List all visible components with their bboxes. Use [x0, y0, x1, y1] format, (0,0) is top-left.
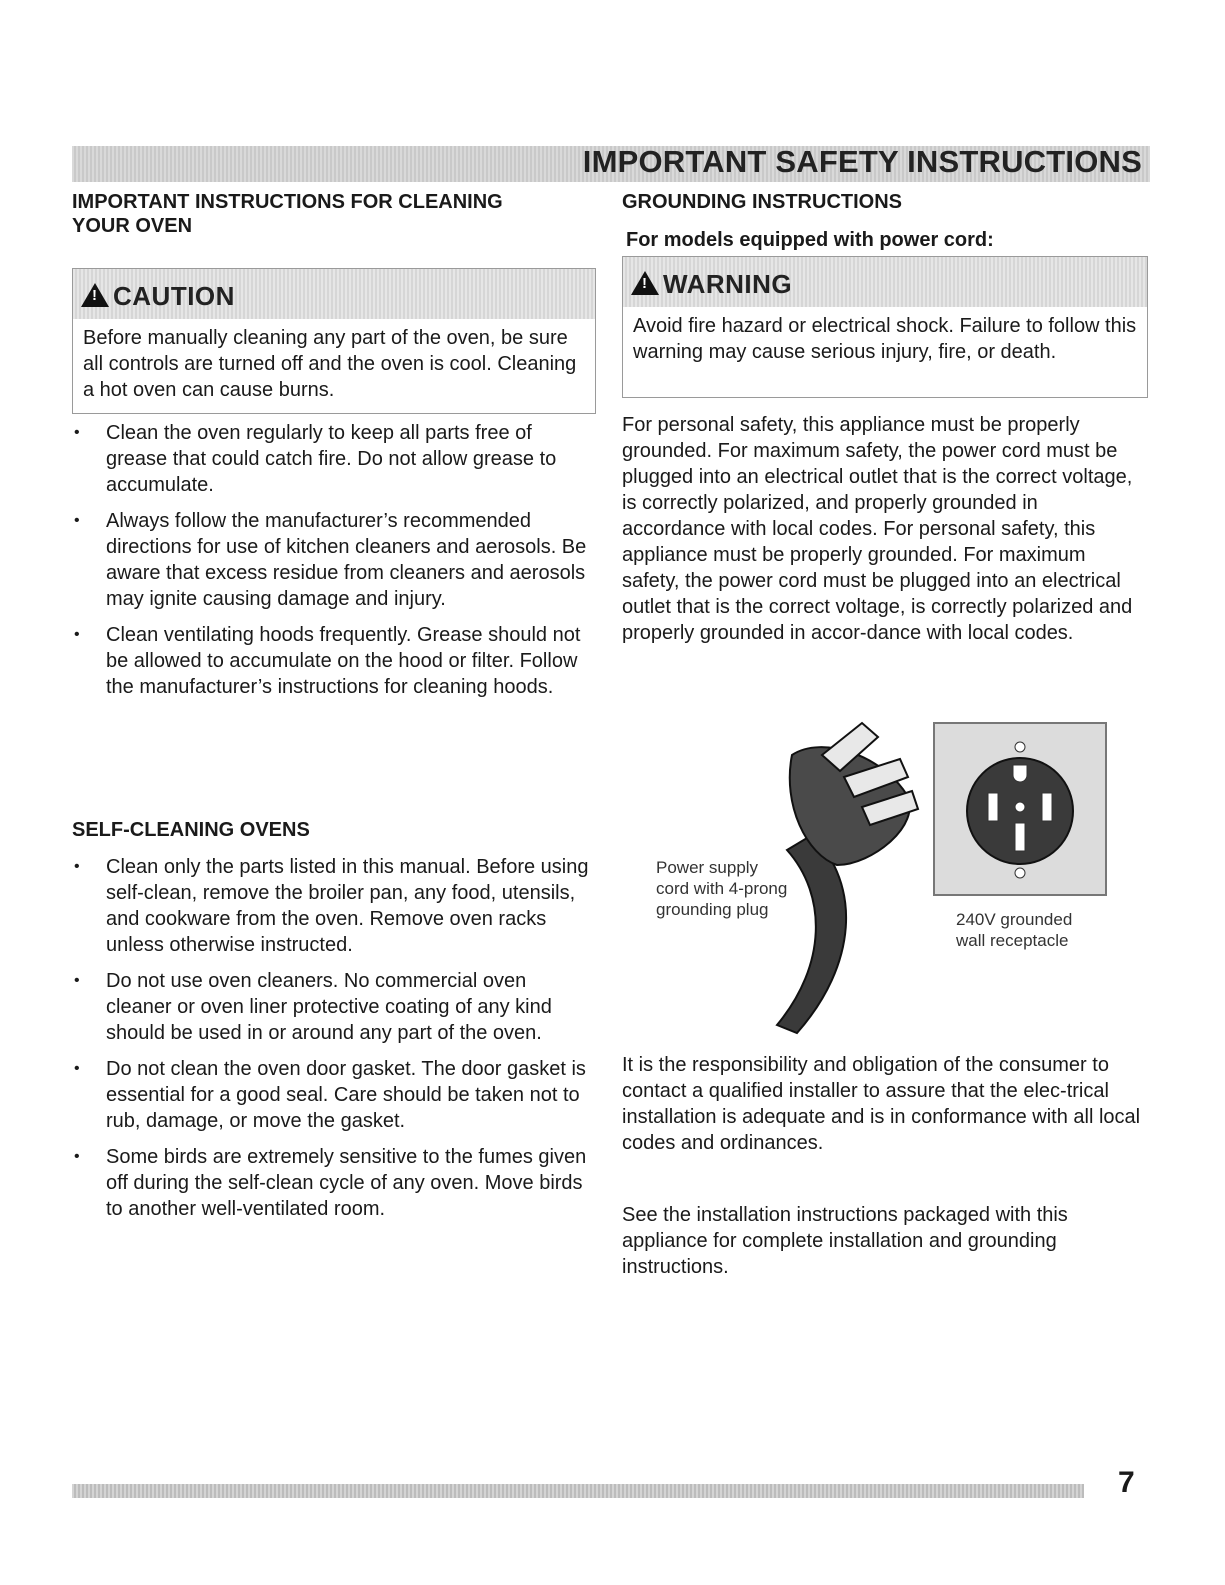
grounding-heading: GROUNDING INSTRUCTIONS: [622, 191, 902, 213]
caution-header: [73, 269, 595, 319]
grounding-text-2: It is the responsibility and obligation of the consumer to contact a qualified installer to assure that the elec-trical installation is adequate and is in conformance with all local codes and ordinances.: [622, 1054, 1141, 1154]
grounding-subheading: For models equipped with power cord:: [626, 229, 994, 251]
grounding-paragraph-2: [622, 1052, 1142, 1156]
plug-caption-line3: grounding plug: [656, 900, 769, 919]
list-item: • Do not clean the oven door gasket. The door gasket is essential for a good seal. Care should be taken not to rub, damage, or move the gasket.: [72, 1056, 594, 1134]
warning-triangle-icon: [631, 271, 659, 295]
receptacle-caption: [956, 909, 1072, 951]
grounding-text-3: See the installation instructions packaged with this appliance for complete installation and grounding instructions.: [622, 1204, 1068, 1278]
plug-caption-line2: cord with 4-prong: [656, 879, 788, 898]
list-item: • Always follow the manufacturer’s recommended directions for use of kitchen cleaners and aerosols. Be aware that excess residue from cleaners and aerosols may ignite causing damage and injury.: [72, 508, 594, 612]
caution-label: CAUTION: [113, 281, 235, 311]
cleaning-heading: [72, 190, 592, 238]
grounding-heading-block: [622, 190, 1142, 252]
caution-box: [72, 268, 596, 414]
receptacle-caption-line2: wall receptacle: [956, 931, 1069, 950]
banner-title: IMPORTANT SAFETY INSTRUCTIONS: [582, 144, 1142, 179]
caution-text: Before manually cleaning any part of the oven, be sure all controls are turned off and the oven is cool. Cleaning a hot oven can cause burns.: [83, 327, 577, 401]
list-item: • Some birds are extremely sensitive to the fumes given off during the self-clean cycle of any oven. Move birds to another well-ventilated room.: [72, 1144, 594, 1222]
warning-label-wrap: [631, 269, 792, 300]
receptacle-caption-line1: 240V grounded: [956, 910, 1073, 929]
cleaning-bullets: [72, 420, 594, 710]
caution-label-wrap: [81, 281, 235, 312]
self-cleaning-heading: SELF-CLEANING OVENS: [72, 819, 310, 841]
cleaning-heading-line2: YOUR OVEN: [72, 215, 193, 237]
grounding-paragraph-1: [622, 412, 1146, 646]
page-number: 7: [1118, 1466, 1135, 1499]
self-cleaning-section: [72, 818, 594, 1232]
warning-box: [622, 256, 1148, 398]
warning-triangle-icon: [81, 283, 109, 307]
list-item: • Clean the oven regularly to keep all parts free of grease that could catch fire. Do not allow grease to accumulate.: [72, 420, 594, 498]
footer-bar: [72, 1484, 1084, 1498]
warning-text: Avoid fire hazard or electrical shock. Failure to follow this warning may cause serious injury, fire, or death.: [633, 315, 1137, 363]
warning-header: [623, 257, 1147, 307]
grounding-text-1: For personal safety, this appliance must be properly grounded. For maximum safety, the power cord must be plugged into an electrical outlet that is the correct voltage, is correctly polarized, and properly grounded in accordance with local codes. For personal safety, this appliance must be properly grounded. For maximum safety, the power cord must be plugged into an electrical outlet that is the correct voltage, is correctly polarized and properly grounded in accor-dance with local codes.: [622, 414, 1133, 644]
plug-caption: [656, 857, 787, 920]
grounding-figure: [622, 715, 1142, 1045]
cleaning-heading-line1: IMPORTANT INSTRUCTIONS FOR CLEANING: [72, 191, 503, 213]
list-item: • Clean only the parts listed in this manual. Before using self-clean, remove the broiler pan, any food, utensils, and cookware from the oven. Remove oven racks unless otherwise instructed.: [72, 854, 594, 958]
grounding-paragraph-3: [622, 1202, 1142, 1280]
list-item: • Do not use oven cleaners. No commercial oven cleaner or oven liner protective coating of any kind should be used in or around any part of the oven.: [72, 968, 594, 1046]
plug-caption-line1: Power supply: [656, 858, 759, 877]
list-item: • Clean ventilating hoods frequently. Grease should not be allowed to accumulate on the hood or filter. Follow the manufacturer’s instructions for cleaning hoods.: [72, 622, 594, 700]
section-banner: [72, 146, 1150, 182]
warning-label: WARNING: [663, 269, 793, 299]
